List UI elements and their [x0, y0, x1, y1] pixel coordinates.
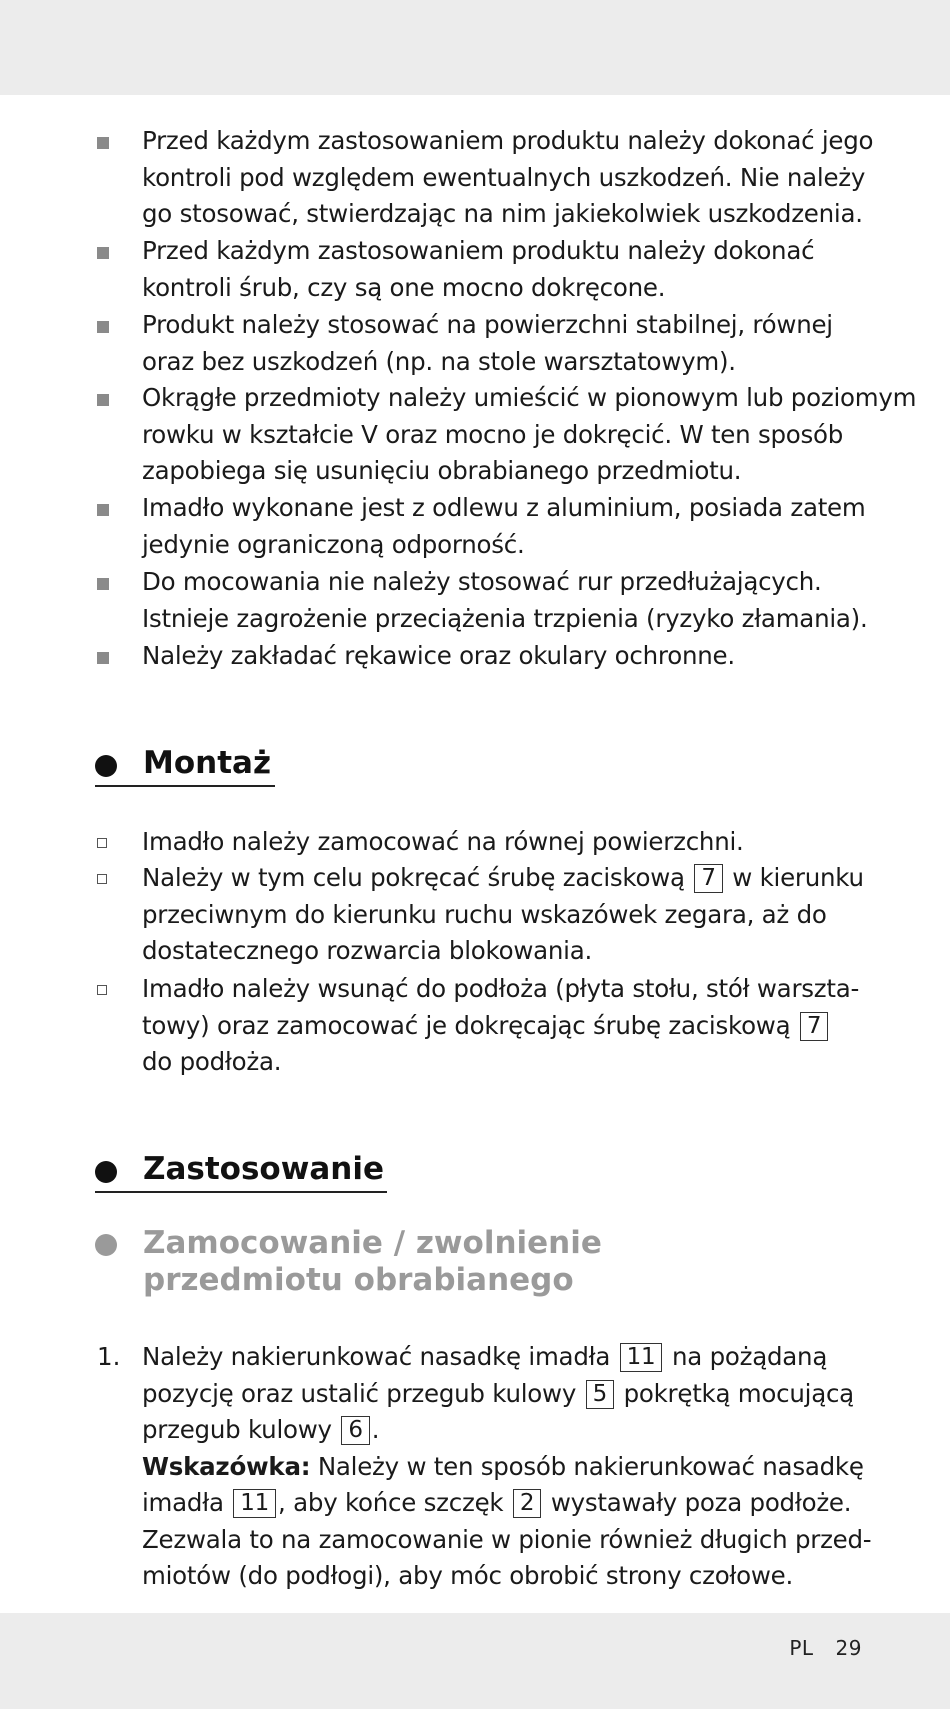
heading-text: Zastosowanie: [143, 1151, 384, 1187]
text-segment: pozycję oraz ustalić przegub kulowy: [142, 1378, 577, 1408]
text-line: go stosować, stwierdzając na nim jakiekolwiek uszkodzenia.: [142, 199, 863, 228]
safety-item-5: [142, 490, 882, 563]
subheading-bullet-icon: [95, 1234, 117, 1256]
footer-band: [0, 1613, 950, 1709]
bullet-square-icon: [97, 652, 109, 664]
text-segment: Należy nakierunkować nasadkę imadła: [142, 1342, 611, 1371]
text-segment: towy) oraz zamocować je dokręcając śrubę zaciskową: [142, 1010, 791, 1040]
text-line: rowku w kształcie V oraz mocno je dokręcić. W ten sposób: [142, 419, 844, 449]
text-line: zapobiega się usunięciu obrabianego przedmiotu.: [142, 456, 742, 485]
list-number: 1.: [97, 1342, 121, 1371]
text-line: [142, 1376, 882, 1413]
text-line: przeciwnym do kierunku ruchu wskazówek zegara, aż do: [142, 899, 827, 929]
footer-language: PL: [789, 1636, 814, 1660]
text-segment: w kierunku: [732, 863, 864, 892]
checkbox-bullet-icon: [97, 874, 107, 884]
montaz-step-1: [142, 824, 882, 861]
part-reference: 11: [620, 1343, 663, 1372]
text-segment: pokrętką mocującą: [623, 1378, 854, 1408]
text-line: jedynie ograniczoną odporność.: [142, 529, 525, 559]
text-line: kontroli pod względem ewentualnych uszkodzeń. Nie należy: [142, 162, 866, 192]
page-footer: [789, 1636, 862, 1660]
text-line: Imadło należy wsunąć do podłoża (płyta stołu, stół warszta-: [142, 974, 860, 1003]
checkbox-bullet-icon: [97, 838, 107, 848]
text-line: [142, 1449, 882, 1486]
safety-item-2: [142, 233, 882, 306]
safety-item-4: [142, 380, 917, 490]
text-line: [142, 1008, 882, 1045]
text-line: Zezwala to na zamocowanie w pionie również długich przed-: [142, 1524, 872, 1554]
heading-bullet-icon: [95, 755, 117, 777]
text-line: Istnieje zagrożenie przeciążenia trzpienia (ryzyko złamania).: [142, 603, 868, 633]
text-line: Należy zakładać rękawice oraz okulary ochronne.: [142, 641, 735, 670]
safety-item-6: [142, 564, 882, 637]
bullet-square-icon: [97, 137, 109, 149]
bullet-square-icon: [97, 247, 109, 259]
text-line: [142, 860, 882, 897]
part-reference: 7: [694, 864, 722, 893]
text-line: kontroli śrub, czy są one mocno dokręcone.: [142, 272, 666, 302]
montaz-step-2: [142, 860, 882, 970]
text-line: Produkt należy stosować na powierzchni stabilnej, równej: [142, 310, 833, 339]
text-line: do podłoża.: [142, 1047, 282, 1076]
usage-step-1: [142, 1339, 882, 1595]
text-line: Okrągłe przedmioty należy umieścić w pionowym lub poziomym: [142, 383, 917, 412]
section-heading-zastosowanie: [95, 1151, 387, 1193]
subheading-text: [143, 1225, 602, 1299]
heading-text: Montaż: [143, 745, 271, 781]
text-line: Do mocowania nie należy stosować rur przedłużających.: [142, 567, 822, 596]
montaz-step-3: [142, 971, 882, 1081]
part-reference: 11: [233, 1489, 276, 1518]
checkbox-bullet-icon: [97, 985, 107, 995]
bullet-square-icon: [97, 394, 109, 406]
text-segment: , aby końce szczęk: [278, 1488, 504, 1517]
text-line: [142, 1485, 882, 1522]
safety-item-1: [142, 123, 882, 233]
section-heading-montaz: [95, 745, 275, 787]
text-line: dostatecznego rozwarcia blokowania.: [142, 936, 593, 965]
part-reference: 2: [513, 1489, 541, 1518]
page-number: 29: [835, 1636, 862, 1660]
text-line: Imadło wykonane jest z odlewu z aluminium, posiada zatem: [142, 493, 866, 522]
note-label: Wskazówka:: [142, 1451, 311, 1481]
bullet-square-icon: [97, 321, 109, 333]
heading-bullet-icon: [95, 1161, 117, 1183]
part-reference: 7: [800, 1012, 828, 1041]
text-segment: na pożądaną: [671, 1342, 828, 1371]
text-segment: przegub kulowy: [142, 1415, 332, 1444]
text-line: [142, 1339, 882, 1376]
header-band: [0, 0, 950, 95]
subheading-line: przedmiotu obrabianego: [143, 1262, 574, 1298]
safety-item-7: [142, 638, 882, 675]
part-reference: 6: [341, 1416, 369, 1445]
text-line: oraz bez uszkodzeń (np. na stole warsztatowym).: [142, 346, 736, 376]
subsection-heading: [95, 1225, 695, 1299]
text-segment: Należy w ten sposób nakierunkować nasadkę: [310, 1451, 864, 1481]
text-line: Imadło należy zamocować na równej powierzchni.: [142, 827, 744, 856]
text-line: miotów (do podłogi), aby móc obrobić strony czołowe.: [142, 1561, 794, 1590]
text-segment: imadła: [142, 1488, 224, 1517]
text-line: Przed każdym zastosowaniem produktu należy dokonać: [142, 236, 815, 265]
text-segment: Należy w tym celu pokręcać śrubę zaciskową: [142, 863, 685, 892]
safety-item-3: [142, 307, 882, 380]
bullet-square-icon: [97, 578, 109, 590]
bullet-square-icon: [97, 504, 109, 516]
text-line: [142, 1412, 882, 1449]
text-line: Przed każdym zastosowaniem produktu należy dokonać jego: [142, 126, 874, 155]
subheading-line: Zamocowanie / zwolnienie: [143, 1225, 602, 1261]
text-segment: .: [371, 1415, 380, 1444]
text-segment: wystawały poza podłoże.: [550, 1488, 852, 1517]
part-reference: 5: [586, 1380, 614, 1409]
